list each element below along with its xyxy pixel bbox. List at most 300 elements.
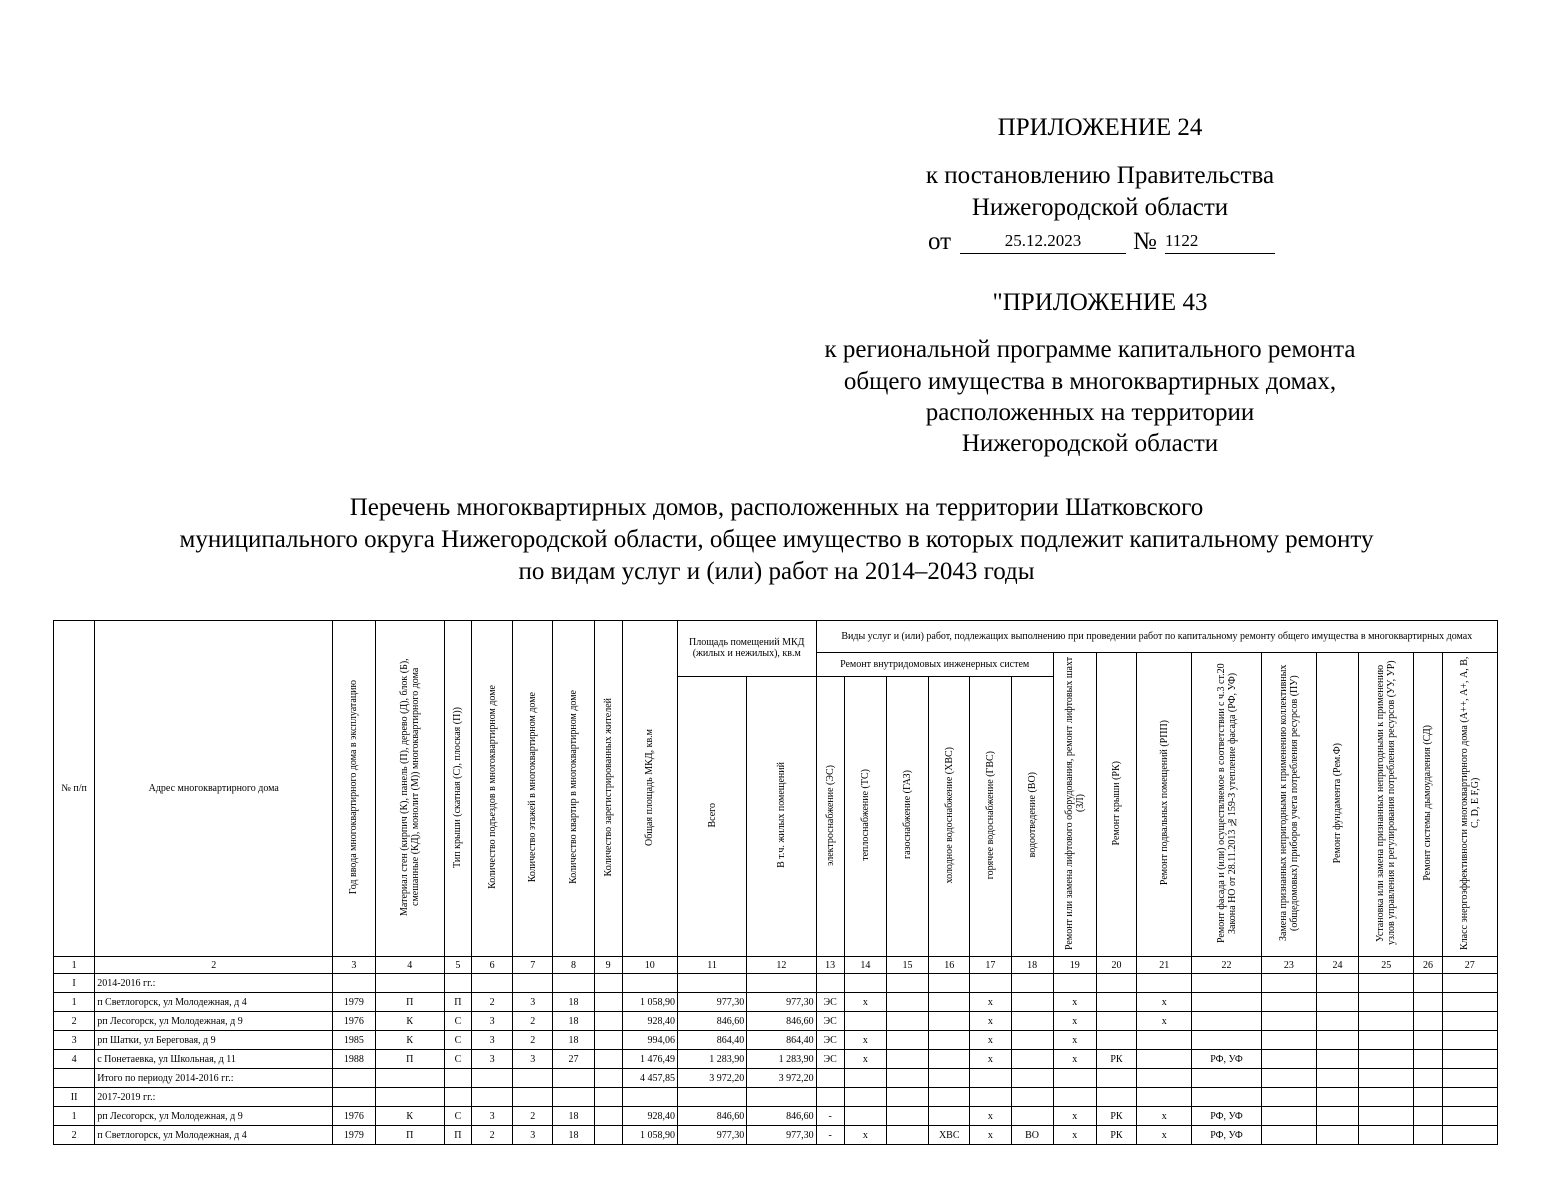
table-cell: ЭС	[816, 1012, 844, 1031]
table-cell: РК	[1096, 1126, 1136, 1145]
table-cell: х	[970, 1050, 1011, 1069]
header-facade	[1192, 653, 1261, 957]
column-number: 15	[886, 957, 928, 974]
table-cell: 4 457,85	[622, 1069, 677, 1088]
header-smoke-removal	[1414, 653, 1442, 957]
table-cell: 18	[553, 1107, 594, 1126]
table-cell: С	[444, 1050, 471, 1069]
table-cell: П	[375, 1126, 444, 1145]
table-cell	[1261, 993, 1316, 1012]
table-cell	[1442, 1050, 1497, 1069]
table-cell	[471, 974, 512, 993]
table-cell: х	[1053, 1107, 1096, 1126]
table-cell: х	[844, 1126, 886, 1145]
table-cell	[1359, 1107, 1414, 1126]
header-cold-water-text: холодное водоснабжение (ХВС)	[943, 746, 955, 884]
table-cell	[1137, 1050, 1192, 1069]
table-cell	[1316, 1031, 1358, 1050]
table-cell: х	[1053, 993, 1096, 1012]
table-cell: 3	[513, 1050, 553, 1069]
table-cell	[594, 1126, 622, 1145]
header-entrances	[471, 621, 512, 957]
table-cell: 1988	[333, 1050, 375, 1069]
table-row	[54, 993, 1498, 1012]
header-address: Адрес многоквартирного дома	[95, 621, 333, 957]
header-area-group: Площадь помещений МКД (жилых и нежилых), кв.м	[677, 621, 816, 677]
table-cell	[886, 993, 928, 1012]
table-cell	[1442, 1031, 1497, 1050]
table-cell: 846,60	[747, 1107, 816, 1126]
table-cell: 1 283,90	[747, 1050, 816, 1069]
table-cell	[1011, 993, 1053, 1012]
table-cell	[444, 1069, 471, 1088]
table-cell	[622, 974, 677, 993]
header-residents	[594, 621, 622, 957]
column-number: 7	[513, 957, 553, 974]
table-cell: 1	[54, 1107, 95, 1126]
table-cell	[594, 1069, 622, 1088]
table-cell: 846,60	[747, 1012, 816, 1031]
document-title-line: муниципального округа Нижегородской области, общее имущество в которых подлежит капитальному ремонту	[179, 526, 1374, 553]
table-cell: Итого по периоду 2014-2016 гг.:	[95, 1069, 333, 1088]
table-cell	[844, 1069, 886, 1088]
table-cell	[1261, 1050, 1316, 1069]
table-cell	[1316, 993, 1358, 1012]
header-foundation-text: Ремонт фундамента (Рем.Ф)	[1332, 742, 1344, 864]
column-number: 17	[970, 957, 1011, 974]
table-cell: 846,60	[677, 1107, 746, 1126]
table-cell: рп Лесогорск, ул Молодежная, д 9	[95, 1107, 333, 1126]
table-cell	[1261, 1031, 1316, 1050]
header-basement	[1137, 653, 1192, 957]
header-entrances-text: Количество подъездов в многоквартирном доме	[486, 685, 498, 889]
table-cell	[844, 1012, 886, 1031]
table-cell: х	[844, 1031, 886, 1050]
table-cell	[1414, 1126, 1442, 1145]
table-cell	[816, 1069, 844, 1088]
document-title-line: Перечень многоквартирных домов, расположенных на территории Шатковского	[349, 494, 1204, 521]
column-number: 25	[1359, 957, 1414, 974]
table-cell	[970, 974, 1011, 993]
table-row	[54, 1050, 1498, 1069]
table-cell	[1053, 1069, 1096, 1088]
table-cell	[54, 1069, 95, 1088]
header-floors-text: Количество этажей в многоквартирном доме	[527, 691, 539, 883]
table-cell	[1192, 1031, 1261, 1050]
column-number: 2	[95, 957, 333, 974]
column-number: 14	[844, 957, 886, 974]
table-cell: 2	[513, 1031, 553, 1050]
table-cell	[594, 974, 622, 993]
table-cell: 2	[54, 1126, 95, 1145]
table-cell	[1359, 1031, 1414, 1050]
table-cell: 928,40	[622, 1107, 677, 1126]
program-line: Нижегородской области	[961, 430, 1219, 457]
table-cell	[886, 1031, 928, 1050]
table-cell	[594, 1050, 622, 1069]
table-cell: 1 283,90	[677, 1050, 746, 1069]
table-cell: 1 476,49	[622, 1050, 677, 1069]
table-cell: 3	[471, 1050, 512, 1069]
table-cell: 18	[553, 993, 594, 1012]
table-cell	[929, 1069, 970, 1088]
table-cell	[886, 1088, 928, 1107]
table-cell	[594, 1031, 622, 1050]
table-cell: РФ, УФ	[1192, 1126, 1261, 1145]
table-cell	[1414, 1050, 1442, 1069]
table-cell: П	[375, 993, 444, 1012]
table-cell: 1 058,90	[622, 1126, 677, 1145]
table-cell	[929, 974, 970, 993]
header-roof-repair	[1096, 653, 1136, 957]
table-cell: рп Лесогорск, ул Молодежная, д 9	[95, 1012, 333, 1031]
appendix-title: ПРИЛОЖЕНИЕ 24	[997, 114, 1203, 141]
table-cell	[1053, 1088, 1096, 1107]
table-cell	[1011, 1107, 1053, 1126]
table-cell	[1261, 1012, 1316, 1031]
table-cell: 1 058,90	[622, 993, 677, 1012]
table-row	[54, 1107, 1498, 1126]
number-sign: №	[1133, 228, 1157, 255]
date-prefix: от	[928, 228, 952, 255]
table-cell: П	[444, 993, 471, 1012]
header-gas-text: газоснабжение (ГАЗ)	[902, 770, 914, 860]
table-cell: РФ, УФ	[1192, 1050, 1261, 1069]
header-roof-repair-text: Ремонт крыши (РК)	[1111, 760, 1122, 846]
table-cell: х	[1053, 1050, 1096, 1069]
table-cell	[1192, 1069, 1261, 1088]
table-cell	[1096, 1088, 1136, 1107]
table-cell: 977,30	[677, 993, 746, 1012]
header-heating	[844, 676, 886, 956]
decree-date: 25.12.2023	[960, 228, 1126, 254]
table-cell: РФ, УФ	[1192, 1107, 1261, 1126]
table-cell: С	[444, 1107, 471, 1126]
header-sewerage	[1011, 676, 1053, 956]
table-cell	[1442, 1012, 1497, 1031]
table-cell: 2014-2016 гг.:	[95, 974, 333, 993]
header-roof-type-text: Тип крыши (скатная (С), плоская (П))	[452, 706, 464, 868]
header-control-units	[1359, 653, 1414, 957]
table-cell	[375, 1069, 444, 1088]
table-cell	[816, 1088, 844, 1107]
table-cell: с Понетаевка, ул Школьная, д 11	[95, 1050, 333, 1069]
column-number: 22	[1192, 957, 1261, 974]
table-cell: 18	[553, 1126, 594, 1145]
header-hot-water-text: горячее водоснабжение (ГВС)	[984, 750, 996, 880]
table-cell	[1096, 1031, 1136, 1050]
table-cell	[1096, 1012, 1136, 1031]
table-cell: 3	[513, 1126, 553, 1145]
table-cell	[970, 1069, 1011, 1088]
table-cell: х	[970, 1107, 1011, 1126]
column-number: 16	[929, 957, 970, 974]
header-area-living-text: В т.ч. жилых помещений	[775, 761, 787, 868]
table-cell: К	[375, 1031, 444, 1050]
decree-reference: к постановлению Правительства	[925, 162, 1275, 189]
table-cell	[747, 974, 816, 993]
table-cell: ВО	[1011, 1126, 1053, 1145]
table-cell: С	[444, 1031, 471, 1050]
table-cell: 3	[471, 1012, 512, 1031]
table-cell: 977,30	[677, 1126, 746, 1145]
table-cell: РК	[1096, 1107, 1136, 1126]
header-apartments-text: Количество квартир в многоквартирном доме	[567, 690, 579, 884]
header-number: № п/п	[54, 621, 95, 957]
table-cell	[513, 1069, 553, 1088]
header-energy-class	[1442, 653, 1497, 957]
table-cell	[553, 1088, 594, 1107]
table-cell: 1976	[333, 1012, 375, 1031]
header-meters	[1261, 653, 1316, 957]
table-cell	[1442, 1069, 1497, 1088]
table-row	[54, 974, 1498, 993]
table-cell: х	[1137, 1126, 1192, 1145]
table-cell	[844, 1088, 886, 1107]
table-cell	[333, 974, 375, 993]
table-cell	[929, 1012, 970, 1031]
header-foundation	[1316, 653, 1358, 957]
table-cell: х	[1137, 993, 1192, 1012]
table-cell	[816, 974, 844, 993]
table-cell: 994,06	[622, 1031, 677, 1050]
table-cell	[444, 974, 471, 993]
table-cell	[1316, 1126, 1358, 1145]
table-cell	[1316, 1012, 1358, 1031]
table-cell	[594, 1088, 622, 1107]
table-row	[54, 1031, 1498, 1050]
table-cell	[471, 1069, 512, 1088]
header-hot-water	[970, 676, 1011, 956]
table-cell: -	[816, 1107, 844, 1126]
table-cell	[553, 1069, 594, 1088]
decree-number: 1122	[1165, 228, 1275, 254]
table-cell	[747, 1088, 816, 1107]
table-cell	[1414, 1031, 1442, 1050]
column-number: 18	[1011, 957, 1053, 974]
table-cell: 2	[513, 1107, 553, 1126]
table-cell: 4	[54, 1050, 95, 1069]
table-cell	[1442, 974, 1497, 993]
header-basement-text: Ремонт подвальных помещений (РПП)	[1158, 720, 1170, 886]
table-cell	[1011, 1012, 1053, 1031]
table-cell	[1359, 1012, 1414, 1031]
column-number: 24	[1316, 957, 1358, 974]
header-year	[333, 621, 375, 957]
program-line: к региональной программе капитального ремонта	[824, 336, 1356, 363]
table-cell	[1192, 974, 1261, 993]
header-year-text: Год ввода многоквартирного дома в эксплуатацию	[348, 679, 360, 895]
table-cell: 1985	[333, 1031, 375, 1050]
header-floors	[513, 621, 553, 957]
table-cell	[1414, 1088, 1442, 1107]
table-cell: ЭС	[816, 993, 844, 1012]
table-cell	[1316, 1107, 1358, 1126]
header-meters-text: Замена признанных непригодными к применению коллективных (общедомовых) приборов учета потребления ресурсов (ПУ)	[1277, 664, 1300, 942]
column-number: 12	[747, 957, 816, 974]
table-cell	[513, 1088, 553, 1107]
table-cell	[1359, 1050, 1414, 1069]
table-row	[54, 1126, 1498, 1145]
table-cell: х	[970, 1012, 1011, 1031]
region-name: Нижегородской области	[971, 194, 1229, 221]
header-gas	[886, 676, 928, 956]
table-cell: ХВС	[929, 1126, 970, 1145]
header-smoke-removal-text: Ремонт системы дымоудаления (СД)	[1422, 725, 1434, 881]
table-cell: х	[970, 993, 1011, 1012]
table-cell: 1979	[333, 1126, 375, 1145]
header-engineering-group: Ремонт внутридомовых инженерных систем	[816, 653, 1053, 677]
table-cell: х	[1053, 1031, 1096, 1050]
table-cell: П	[375, 1050, 444, 1069]
header-area-total-text: Всего	[706, 802, 718, 828]
table-cell	[1096, 993, 1136, 1012]
header-works-group: Виды услуг и (или) работ, подлежащих выполнению при проведении работ по капитальному ремонту общего имущества в многоквартирных домах	[816, 621, 1497, 653]
table-cell	[1011, 1069, 1053, 1088]
table-cell	[1261, 1069, 1316, 1088]
table-cell: 1979	[333, 993, 375, 1012]
table-cell	[886, 1050, 928, 1069]
table-cell	[1137, 1069, 1192, 1088]
table-cell: 928,40	[622, 1012, 677, 1031]
table-cell: п Светлогорск, ул Молодежная, д 4	[95, 1126, 333, 1145]
table-cell	[1053, 974, 1096, 993]
table-cell	[594, 1012, 622, 1031]
table-cell	[1442, 1126, 1497, 1145]
table-cell	[1414, 1107, 1442, 1126]
column-number: 20	[1096, 957, 1136, 974]
appendix-43-title: "ПРИЛОЖЕНИЕ 43	[992, 289, 1208, 316]
table-cell	[1096, 974, 1136, 993]
table-cell	[1442, 1107, 1497, 1126]
table-cell	[1442, 993, 1497, 1012]
table-cell: -	[816, 1126, 844, 1145]
table-row	[54, 1088, 1498, 1107]
table-cell: 977,30	[747, 993, 816, 1012]
table-cell: II	[54, 1088, 95, 1107]
table-cell: К	[375, 1107, 444, 1126]
table-cell	[886, 974, 928, 993]
table-cell	[553, 974, 594, 993]
header-sewerage-text: водоотведение (ВО)	[1026, 772, 1038, 858]
table-cell	[333, 1088, 375, 1107]
table-cell	[444, 1088, 471, 1107]
table-cell: х	[1053, 1012, 1096, 1031]
table-cell: ЭС	[816, 1031, 844, 1050]
table-cell	[1359, 1126, 1414, 1145]
table-cell: 846,60	[677, 1012, 746, 1031]
table-cell: 3 972,20	[677, 1069, 746, 1088]
column-number: 5	[444, 957, 471, 974]
table-cell: 3 972,20	[747, 1069, 816, 1088]
header-wall-material-text: Материал стен (кирпич (К), панель (П), дерево (Д), блок (Б), смешанные (КД), монолит (М)) многоквартирного дома	[398, 658, 421, 916]
table-cell	[1011, 1050, 1053, 1069]
table-cell	[1316, 1050, 1358, 1069]
table-cell	[1011, 1088, 1053, 1107]
table-cell: 3	[54, 1031, 95, 1050]
table-cell	[929, 993, 970, 1012]
header-facade-text: Ремонт фасада и (или) осуществляемое в соответствии с ч.3 ст.20 Закона НО от 28.11.2013 №159-З утепление фасада (РФ, УФ)	[1215, 663, 1238, 943]
table-cell	[886, 1126, 928, 1145]
table-cell	[929, 1107, 970, 1126]
table-cell	[471, 1088, 512, 1107]
table-cell	[1316, 1069, 1358, 1088]
table-cell	[1261, 1126, 1316, 1145]
houses-table	[53, 620, 1498, 1145]
table-cell	[513, 974, 553, 993]
table-cell: 864,40	[747, 1031, 816, 1050]
table-cell	[1414, 1012, 1442, 1031]
header-wall-material	[375, 621, 444, 957]
column-number: 1	[54, 957, 95, 974]
header-apartments	[553, 621, 594, 957]
header-residents-text: Количество зарегистрированных жителей	[602, 697, 614, 877]
table-cell: п Светлогорск, ул Молодежная, д 4	[95, 993, 333, 1012]
table-cell: 27	[553, 1050, 594, 1069]
header-total-area	[622, 621, 677, 957]
table-cell: 2	[471, 1126, 512, 1145]
table-cell: 3	[471, 1107, 512, 1126]
table-cell	[1414, 993, 1442, 1012]
table-cell: 2	[54, 1012, 95, 1031]
table-cell: х	[844, 993, 886, 1012]
column-number: 8	[553, 957, 594, 974]
column-number: 10	[622, 957, 677, 974]
table-cell	[1096, 1069, 1136, 1088]
table-cell	[677, 1088, 746, 1107]
table-cell	[333, 1069, 375, 1088]
table-cell: 2017-2019 гг.:	[95, 1088, 333, 1107]
table-cell: 1	[54, 993, 95, 1012]
table-cell: х	[970, 1126, 1011, 1145]
table-cell	[886, 1012, 928, 1031]
document-title-line: по видам услуг и (или) работ на 2014–2043 годы	[518, 558, 1035, 585]
table-cell: К	[375, 1012, 444, 1031]
column-number: 26	[1414, 957, 1442, 974]
table-cell	[622, 1088, 677, 1107]
table-cell: 18	[553, 1031, 594, 1050]
table-cell	[594, 1107, 622, 1126]
column-number: 11	[677, 957, 746, 974]
table-cell	[1316, 1088, 1358, 1107]
table-cell: х	[1137, 1107, 1192, 1126]
table-cell: 977,30	[747, 1126, 816, 1145]
table-cell	[375, 1088, 444, 1107]
header-electricity-text: электроснабжение (ЭС)	[824, 764, 836, 866]
header-cold-water	[929, 676, 970, 956]
header-roof-type	[444, 621, 471, 957]
program-line: общего имущества в многоквартирных домах,	[843, 368, 1337, 395]
header-total-area-text: Общая площадь МКД, кв.м	[644, 728, 656, 846]
header-control-units-text: Установка или замена признанных непригодными к применению узлов управления и регулирования потребления ресурсов (УУ, УР)	[1375, 660, 1398, 946]
program-line: расположенных на территории	[925, 399, 1255, 426]
table-cell	[1137, 974, 1192, 993]
table-cell	[1192, 993, 1261, 1012]
table-cell	[929, 1050, 970, 1069]
table-cell	[1137, 1031, 1192, 1050]
table-cell: х	[970, 1031, 1011, 1050]
table-cell: 18	[553, 1012, 594, 1031]
header-energy-class-text: Класс энергоэффективности многоквартирного дома (А++, А+, А, В, С, D, E F,G)	[1458, 656, 1481, 950]
column-number: 3	[333, 957, 375, 974]
table-cell	[375, 974, 444, 993]
column-number: 9	[594, 957, 622, 974]
table-cell: ЭС	[816, 1050, 844, 1069]
table-cell: 3	[471, 1031, 512, 1050]
table-cell: рп Шатки, ул Береговая, д 9	[95, 1031, 333, 1050]
table-cell	[1359, 974, 1414, 993]
header-elevator-text: Ремонт или замена лифтового оборудования, ремонт лифтовых шахт (ЗЛ)	[1063, 656, 1086, 950]
